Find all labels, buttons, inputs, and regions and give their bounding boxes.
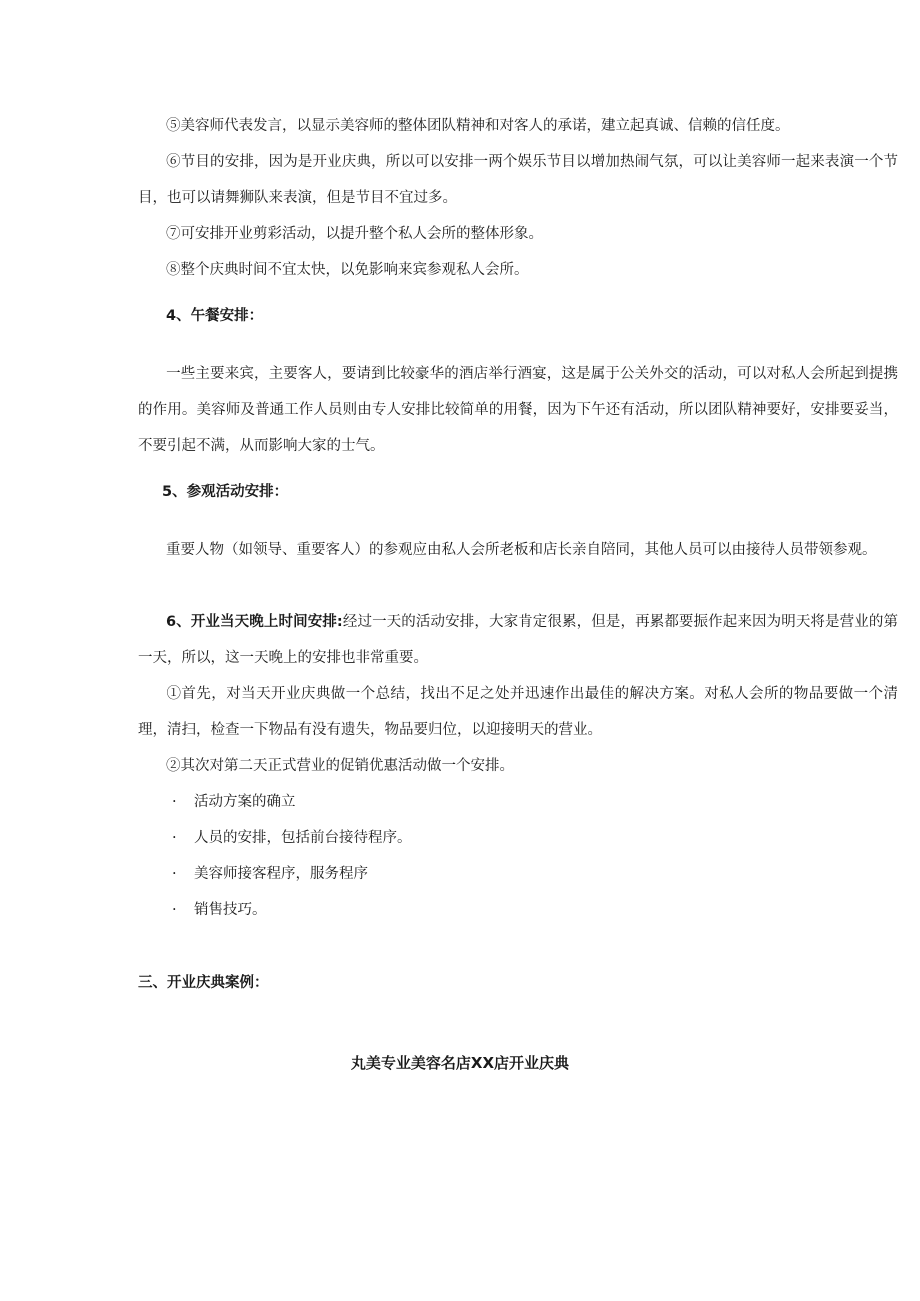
list-item-text: 销售技巧。 [194,902,267,918]
list-item [172,899,267,921]
paragraph-visit [138,532,898,568]
paragraph-text: ⑥节目的安排，因为是开业庆典，所以可以安排一两个娱乐节目以增加热闹气氛，可以让美容师一起来表演一个节目，也可以请舞狮队来表演，但是节目不宜过多。 [138,154,898,206]
bullet-icon: · [172,830,177,846]
paragraph-text: ⑤美容师代表发言，以显示美容师的整体团队精神和对客人的承诺，建立起真诚、信赖的信任度。 [166,118,790,134]
paragraph-lunch [138,356,898,464]
paragraph-item-7 [138,216,898,252]
paragraph-night [138,604,898,676]
case-title: 丸美专业美容名店XX店开业庆典 [350,1054,570,1072]
heading-visit: 5、参观活动安排： [162,484,289,500]
paragraph-item-6 [138,144,898,216]
bullet-icon: · [172,902,177,918]
paragraph-text: ①首先，对当天开业庆典做一个总结，找出不足之处并迅速作出最佳的解决方案。对私人会所的物品要做一个清理，清扫，检查一下物品有没有遗失，物品要归位，以迎接明天的营业。 [138,686,898,738]
paragraph-item-5 [138,108,898,144]
list-item-text: 美容师接客程序，服务程序 [194,866,368,882]
paragraph-item-8 [138,252,898,288]
list-item-text: 活动方案的确立 [194,794,296,810]
list-item [172,791,296,813]
list-item [172,827,412,849]
paragraph-night-2 [138,748,898,784]
heading-section-3: 三、开业庆典案例： [138,975,269,991]
heading-night: 6、开业当天晚上时间安排: [166,614,343,630]
list-item [172,863,368,885]
paragraph-text: 经过一天的活动安排，大家肯定很累，但是，再累都要振作起来因为明天将是营业的第一天，所以，这一天晚上的安排也非常重要。 [138,614,898,666]
paragraph-night-1 [138,676,898,748]
paragraph-text: ②其次对第二天正式营业的促销优惠活动做一个安排。 [166,758,514,774]
bullet-icon: · [172,794,177,810]
list-item-text: 人员的安排，包括前台接待程序。 [194,830,412,846]
heading-lunch: 4、午餐安排： [166,308,264,324]
paragraph-text: ⑧整个庆典时间不宜太快，以免影响来宾参观私人会所。 [166,262,529,278]
paragraph-text: ⑦可安排开业剪彩活动，以提升整个私人会所的整体形象。 [166,226,543,242]
paragraph-text: 一些主要来宾，主要客人，要请到比较豪华的酒店举行酒宴，这是属于公关外交的活动，可以对私人会所起到提携的作用。美容师及普通工作人员则由专人安排比较简单的用餐，因为下午还有活动，所以团队精神要好，安排要妥当，不要引起不满，从而影响大家的士气。 [138,366,898,454]
bullet-icon: · [172,866,177,882]
paragraph-text: 重要人物（如领导、重要客人）的参观应由私人会所老板和店长亲自陪同，其他人员可以由接待人员带领参观。 [166,542,877,558]
